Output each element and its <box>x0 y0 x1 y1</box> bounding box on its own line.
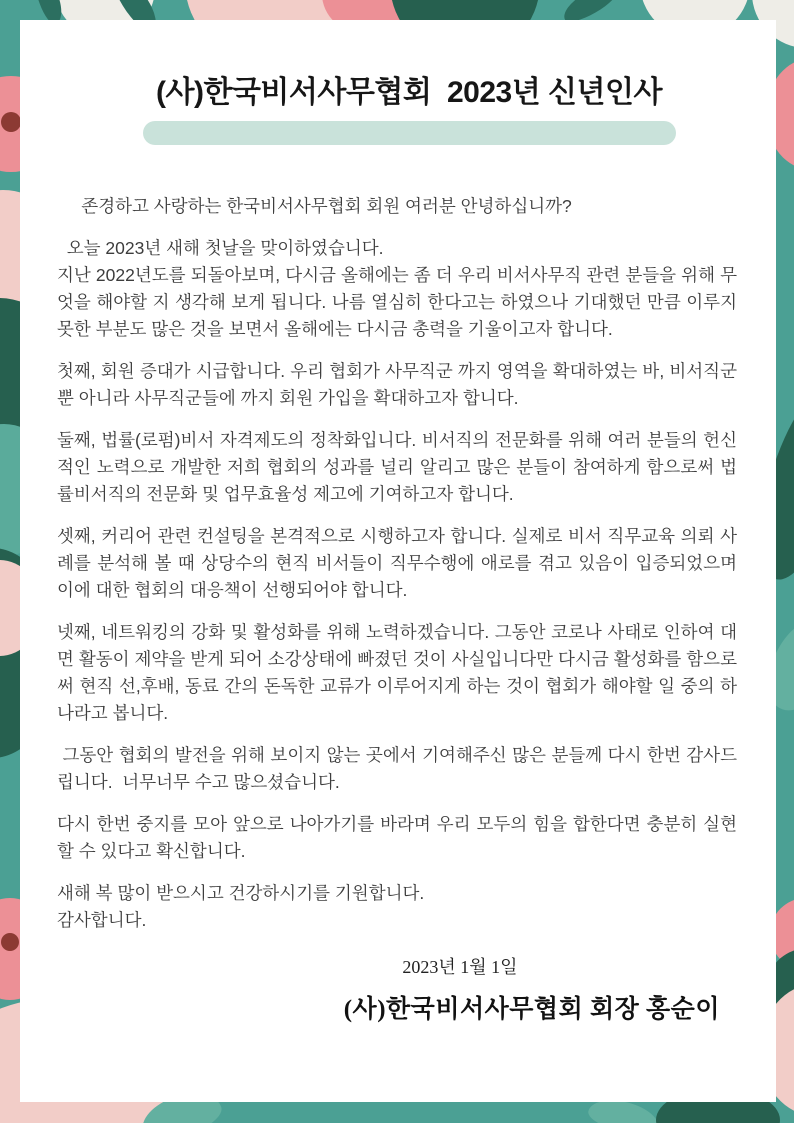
letter-date: 2023년 1월 1일 <box>402 957 518 977</box>
paragraph-greeting: 존경하고 사랑하는 한국비서사무협회 회원 여러분 안녕하십니까? <box>57 196 572 216</box>
paragraph-fourth: 넷째, 네트워킹의 강화 및 활성화를 위해 노력하겠습니다. 그동안 코로나 사태로 인하여 대면 활동이 제약을 받게 되어 소강상태에 빠졌던 것이 사실입니다만 다시금 활성화를 함으로써 현직 선,후배, 동료 간의 돈독한 교류가 이루어지게 하는 것이 협회가 해야할 일 중의 하나라고 봅니다. <box>57 622 737 723</box>
flower-center-dot <box>1 933 19 951</box>
paragraph-thanks: 그동안 협회의 발전을 위해 보이지 않는 곳에서 기여해주신 많은 분들께 다시 한번 감사드립니다. 너무너무 수고 많으셨습니다. <box>57 745 737 792</box>
letter-card <box>20 20 776 1102</box>
paragraph-third: 셋째, 커리어 관련 컨설팅을 본격적으로 시행하고자 합니다. 실제로 비서 직무교육 의뢰 사례를 분석해 볼 때 상당수의 현직 비서들이 직무수행에 애로를 겪고 있음이 입증되었으며 이에 대한 협회의 대응책이 선행되어야 합니다. <box>57 526 737 600</box>
paragraph-retrospect: 지난 2022년도를 되돌아보며, 다시금 올해에는 좀 더 우리 비서사무직 관련 분들을 위해 무엇을 해야할 지 생각해 보게 됩니다. 나름 열심히 한다고는 하였으나 기대했던 만큼 이루지 못한 부분도 많은 것을 보면서 올해에는 다시금 총력을 기울이고자 합니다. <box>57 265 737 339</box>
paragraph-blessing: 새해 복 많이 받으시고 건강하시기를 기원합니다. <box>57 883 425 903</box>
paragraph-first: 첫째, 회원 증대가 시급합니다. 우리 협회가 사무직군 까지 영역을 확대하였는 바, 비서직군 뿐 아니라 사무직군들에 까지 회원 가입을 확대하고자 합니다. <box>57 361 737 408</box>
page-title: (사)한국비서사무협회 2023년 신년인사 <box>156 76 662 109</box>
paragraph-second: 둘째, 법률(로펌)비서 자격제도의 정착화입니다. 비서직의 전문화를 위해 여러 분들의 헌신적인 노력으로 개발한 저희 협회의 성과를 널리 알리고 많은 분들이 참여하게 함으로써 법률비서직의 전문화 및 업무효율성 제고에 기여하고자 합니다. <box>57 430 737 504</box>
title-highlight-bar <box>143 121 676 145</box>
paragraph-resolve: 다시 한번 중지를 모아 앞으로 나아가기를 바라며 우리 모두의 힘을 합한다면 충분히 실현할 수 있다고 확신합니다. <box>57 814 737 861</box>
flower-center-dot <box>1 112 21 132</box>
paragraph-newyear: 오늘 2023년 새해 첫날을 맞이하였습니다. <box>57 238 384 258</box>
paragraph-closing: 감사합니다. <box>57 910 147 930</box>
letter-body <box>20 193 776 934</box>
signature: (사)한국비서사무협회 회장 홍순이 <box>343 996 720 1023</box>
